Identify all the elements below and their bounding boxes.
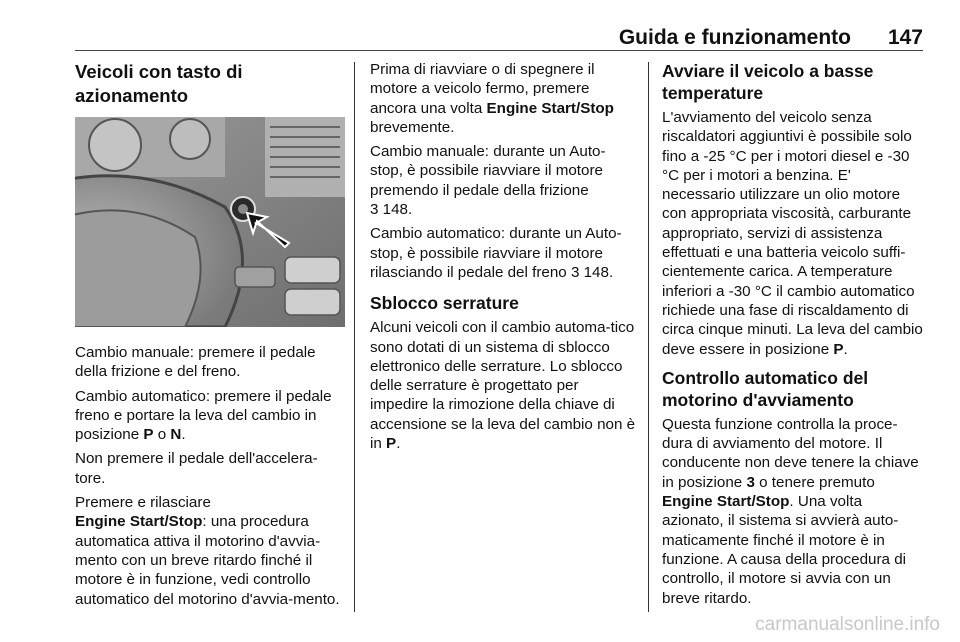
- watermark: carmanualsonline.info: [755, 614, 940, 635]
- heading-lock-release: Sblocco serrature: [370, 293, 519, 314]
- paragraph: [370, 318, 636, 453]
- paragraph: [370, 224, 636, 282]
- bold-text: Engine Start/Stop: [486, 99, 614, 117]
- section-title: Guida e funzionamento: [618, 26, 851, 49]
- text: o: [153, 426, 171, 444]
- paragraph: [75, 387, 345, 445]
- paragraph: [75, 449, 345, 488]
- bold-text: N: [170, 426, 182, 444]
- text: Non premere il pedale dell'accelera-tore.: [75, 450, 318, 487]
- paragraph: [75, 493, 345, 609]
- page-number: 147: [887, 26, 923, 49]
- paragraph: [370, 142, 636, 219]
- text: .: [843, 340, 848, 358]
- text: o tenere premuto: [754, 473, 875, 491]
- text: . Una volta azionato, il sistema si avvierà auto-maticamente finché il motore è in funzione. A causa della procedura di controllo, il motore si avvia con un breve ritardo.: [662, 493, 907, 607]
- text: brevemente.: [370, 118, 455, 136]
- heading-start-button-vehicles: Veicoli con tasto di azionamento: [75, 61, 243, 106]
- bold-text: 3: [746, 473, 755, 491]
- paragraph: [370, 60, 636, 137]
- bold-text: P: [833, 340, 844, 358]
- paragraph: [662, 108, 926, 359]
- paragraph: [662, 415, 926, 608]
- column-3: [662, 60, 926, 613]
- text: Alcuni veicoli con il cambio automa-tico sono dotati di un sistema di sblocco elettronico delle serrature. Lo sblocco delle serrature è progettato per impedire la rimozione della chiave di accensione se la leva del cambio non è in: [370, 319, 636, 453]
- figure-steering-start-button: [75, 117, 345, 327]
- bold-text: Engine Start/Stop: [75, 513, 203, 531]
- text: L'avviamento del veicolo senza riscaldatori aggiuntivi è possibile solo fino a -25 °C per i motori diesel e -30 °C per i motori a benzina. E' necessario utilizzare un olio motore con appropriata viscosità, carburante appropriato, servizi di assistenza effettuati e una batteria veicolo suffi-cientemente carica. A temperature inferiori a -30 °C il cambio automatico richiede una fase di riscaldamento di circa cinque minuti. La leva del cambio deve essere in posizione: [662, 109, 923, 358]
- heading-starter-control: Controllo automatico del motorino d'avviamento: [662, 367, 869, 410]
- text: Premere e rilasciare: [75, 494, 211, 512]
- text: Questa funzione controlla la proce-dura di avviamento del motore. Il conducente non deve tenere la chiave in posizione: [662, 415, 919, 491]
- text: : una procedura automatica attiva il motorino d'avvia-mento con un breve ritardo finché il motore è in funzione, vedi controllo automatico del motorino d'avvia-mento.: [75, 513, 340, 608]
- paragraph: [75, 343, 345, 382]
- column-2: [370, 60, 636, 458]
- heading-cold-start: Avviare il veicolo a basse temperature: [662, 61, 874, 103]
- text: Cambio manuale: durante un Auto-stop, è possibile riavviare il motore premendo il pedale della frizione: [370, 143, 606, 199]
- text: Prima di riavviare o di spegnere il motore a veicolo fermo, premere ancora una volta: [370, 61, 595, 117]
- text: Cambio automatico: durante un Auto-stop, è possibile riavviare il motore rilasciando il pedale del freno 3 148.: [370, 225, 622, 281]
- column-divider: [354, 62, 355, 612]
- text: .: [181, 426, 186, 444]
- column-1: [75, 60, 345, 614]
- bold-text: P: [143, 426, 154, 444]
- text: Cambio automatico: premere il pedale freno e portare la leva del cambio in posizione: [75, 387, 332, 444]
- dashboard-illustration: [75, 117, 345, 327]
- column-divider: [648, 62, 649, 612]
- text: .: [396, 435, 401, 453]
- bold-text: P: [386, 435, 397, 453]
- text: Cambio manuale: premere il pedale della frizione e del freno.: [75, 344, 316, 381]
- cross-reference: 3 148.: [370, 201, 413, 219]
- page-header: [75, 22, 923, 51]
- bold-text: Engine Start/Stop: [662, 493, 790, 511]
